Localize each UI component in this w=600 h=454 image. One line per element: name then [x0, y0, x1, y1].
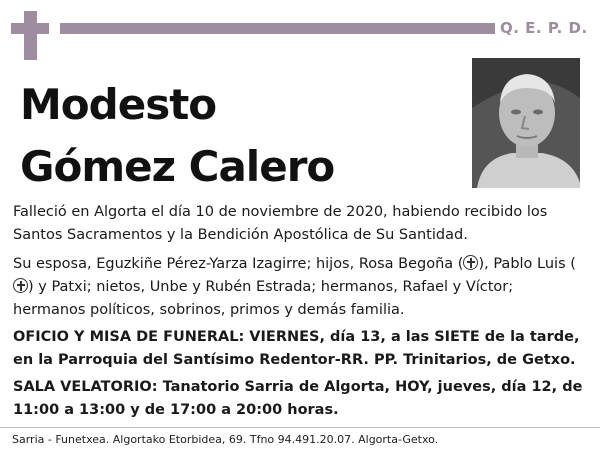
portrait-icon	[472, 58, 580, 188]
death-notice-paragraph	[13, 201, 585, 247]
wake-text: SALA VELATORIO: Tanatorio Sarria de Algorta, HOY, jueves, día 12, de 11:00 a 13:00 y de 17:00 a 20:00 horas.	[13, 379, 583, 418]
header-bar	[60, 23, 495, 34]
family-text-part1: Su esposa, Eguzkiñe Pérez-Yarza Izagirre; hijos, Rosa Begoña (	[13, 256, 464, 272]
death-notice-text: Falleció en Algorta el día 10 de noviembre de 2020, habiendo recibido los Santos Sacramentos y la Bendición Apostólica de Su Santidad.	[13, 204, 548, 243]
family-text-part3: ) y Patxi; nietos, Unbe y Rubén Estrada; hermanos, Rafael y Víctor; hermanos políticos, sobrinos, primos y demás familia.	[13, 279, 514, 318]
cross-horizontal	[11, 23, 49, 34]
funeral-paragraph	[13, 326, 585, 372]
portrait-photo	[472, 58, 580, 188]
wake-paragraph	[13, 376, 585, 422]
footer-divider	[0, 427, 600, 428]
family-paragraph	[13, 253, 585, 322]
deceased-first-name: Modesto	[20, 80, 217, 129]
deceased-cross-icon	[13, 278, 28, 293]
funeral-text: OFICIO Y MISA DE FUNERAL: VIERNES, día 13, a las SIETE de la tarde, en la Parroquia del Santísimo Redentor-RR. PP. Trinitarios, de Getxo.	[13, 329, 580, 368]
deceased-surnames: Gómez Calero	[20, 142, 335, 191]
family-text-part2: ), Pablo Luis (	[478, 256, 576, 272]
footer-text: Sarria - Funetxea. Algortako Etorbidea, 69. Tfno 94.491.20.07. Algorta-Getxo.	[12, 433, 439, 446]
qepd-label: Q. E. P. D.	[500, 19, 588, 37]
deceased-cross-icon	[463, 255, 478, 270]
cross-vertical	[24, 11, 37, 60]
family-text	[13, 253, 585, 322]
